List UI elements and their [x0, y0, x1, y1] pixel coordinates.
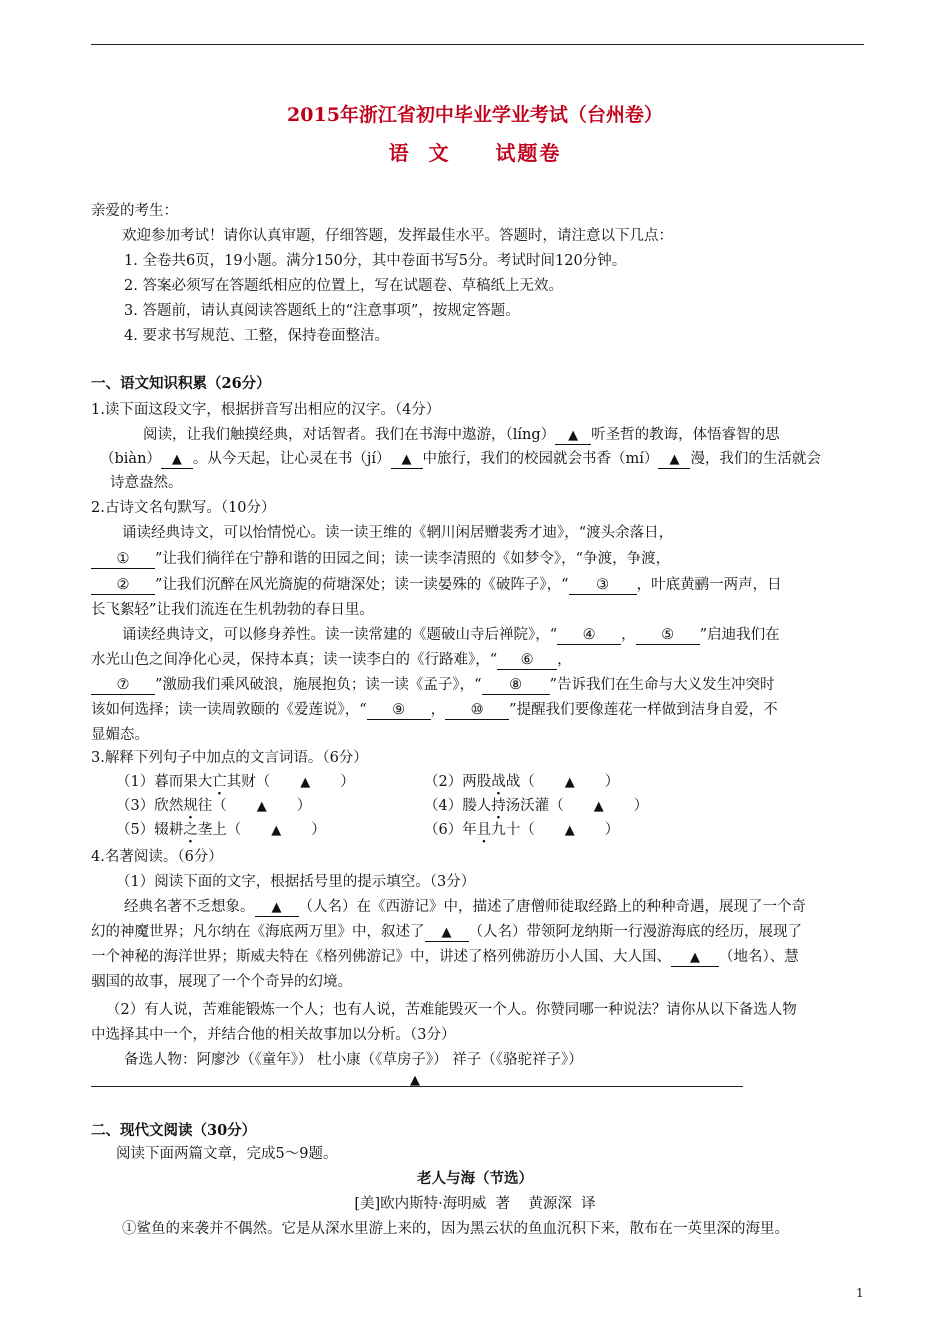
- q4-blank-2[interactable]: ▲: [425, 924, 469, 942]
- q3-answer-5[interactable]: ▲: [271, 823, 282, 838]
- q2-p2-line-4: 该如何选择；读一读周敦颐的《爱莲说》，“ ⑨ ， ⑩ ”提醒我们要像莲花一样做到洁身自爱，不: [91, 702, 778, 718]
- q2-p2-line-1: 诵读经典诗文，可以修身养性。读一读常建的《题破山寺后禅院》，“ ④ ， ⑤ ”启迪我们在: [122, 627, 780, 643]
- q3-answer-3[interactable]: ▲: [256, 799, 267, 814]
- q4-blank-3[interactable]: ▲: [671, 949, 719, 967]
- q1-blank-4[interactable]: ▲: [658, 451, 690, 469]
- q4-answer-marker[interactable]: ▲: [410, 1073, 420, 1088]
- q4-line-4: 骃国的故事，展现了一个个奇异的幻境。: [91, 974, 352, 990]
- q4-answer-line[interactable]: [91, 1086, 743, 1087]
- q2-p1-line-2: ① ”让我们徜徉在宁静和谐的田园之间；读一读李清照的《如梦令》，“争渡，争渡，: [91, 549, 670, 569]
- q1-blank-2[interactable]: ▲: [161, 451, 193, 469]
- q1-line-2: （biàn） ▲ 。从今天起，让心灵在书（jí） ▲ 中旅行，我们的校园就会书香（mí） ▲ 漫，我们的生活就会: [100, 451, 821, 467]
- q4-candidates: 备选人物：阿廖沙（《童年》） 杜小康（《草房子》） 祥子（《骆驼祥子》）: [124, 1052, 583, 1068]
- q3-item-3: （3）欣然规往（ ▲ ）: [116, 796, 311, 817]
- rule-2: 2. 答案必须写在答题纸相应的位置上，写在试题卷、草稿纸上无效。: [124, 278, 563, 294]
- q2-prompt: 2.古诗文名句默写。（10分）: [91, 500, 276, 516]
- section-1-heading: 一、语文知识积累（26分）: [91, 375, 271, 392]
- q2-blank-4[interactable]: ④: [557, 627, 621, 645]
- q2-blank-6[interactable]: ⑥: [497, 652, 557, 670]
- exam-title: 2015年浙江省初中毕业学业考试（台州卷）: [287, 104, 663, 126]
- q3-answer-2[interactable]: ▲: [564, 775, 575, 790]
- article-title: 老人与海（节选）: [417, 1170, 533, 1187]
- q2-p2-line-3: ⑦ ”激励我们乘风破浪，施展抱负；读一读《孟子》，“ ⑧ ”告诉我们在生命与大义发生冲突时: [91, 675, 775, 695]
- q4-line-3: 一个神秘的海洋世界；斯威夫特在《格列佛游记》中，讲述了格列佛游历小人国、大人国、 ▲ （地名）、慧: [91, 949, 799, 965]
- q4-sub2-line-1: （2）有人说，苦难能锻炼一个人；也有人说，苦难能毁灭一个人。你赞同哪一种说法？请你从以下备选人物: [106, 1002, 797, 1018]
- rule-3: 3. 答题前，请认真阅读答题纸上的“注意事项”，按规定答题。: [124, 303, 520, 319]
- article-first-line: ①鲨鱼的来袭并不偶然。它是从深水里游上来的，因为黑云状的鱼血沉积下来，散布在一英里深的海里。: [122, 1221, 789, 1237]
- q2-blank-5[interactable]: ⑤: [636, 627, 700, 645]
- q2-p2-line-5: 显媚态。: [91, 727, 149, 743]
- top-rule: [91, 44, 864, 45]
- q3-item-4: （4）媵人持汤沃灌（ ▲ ）: [424, 796, 648, 817]
- q1-line-1: 阅读，让我们触摸经典，对话智者。我们在书海中遨游，（líng） ▲ 听圣哲的教诲，体悟睿智的思: [143, 427, 780, 443]
- q4-prompt: 4.名著阅读。（6分）: [91, 849, 223, 865]
- q2-blank-1[interactable]: ①: [91, 551, 155, 569]
- welcome-text: 欢迎参加考试！请你认真审题，仔细答题，发挥最佳水平。答题时，请注意以下几点：: [122, 228, 673, 244]
- q1-blank-1[interactable]: ▲: [555, 427, 591, 445]
- q2-p1-line-3: ② ”让我们沉醉在风光旖旎的荷塘深处；读一读晏殊的《破阵子》，“ ③ ，叶底黄鹂一两声，日: [91, 575, 782, 595]
- q3-item-6: （6）年且九十（ ▲ ）: [424, 820, 619, 841]
- q2-p1-line-1: 诵读经典诗文，可以怡情悦心。读一读王维的《辋川闲居赠裴秀才迪》，“渡头余落日，: [122, 525, 674, 541]
- q1-prompt: 1.读下面这段文字，根据拼音写出相应的汉字。（4分）: [91, 402, 441, 418]
- q2-p2-line-2: 水光山色之间净化心灵，保持本真；读一读李白的《行路难》，“ ⑥ ，: [91, 652, 572, 668]
- q4-line-2: 幻的神魔世界；凡尔纳在《海底两万里》中，叙述了 ▲ （人名）带领阿龙纳斯一行漫游海底的经历，展现了: [91, 924, 802, 940]
- exam-subtitle: 语 文 试题卷: [388, 141, 562, 165]
- q4-sub2-line-2: 中选择其中一个，并结合他的相关故事加以分析。（3分）: [91, 1027, 456, 1043]
- q3-prompt: 3.解释下列句子中加点的文言词语。（6分）: [91, 750, 368, 766]
- q3-item-5: （5）辍耕之垄上（ ▲ ）: [116, 820, 326, 841]
- rule-4: 4. 要求书写规范、工整，保持卷面整洁。: [124, 328, 389, 344]
- q2-blank-2[interactable]: ②: [91, 577, 155, 595]
- q3-item-1: （1）暮而果大亡其财（ ▲ ）: [116, 772, 355, 793]
- q3-answer-4[interactable]: ▲: [593, 799, 604, 814]
- q1-blank-3[interactable]: ▲: [391, 451, 423, 469]
- q4-sub1-prompt: （1）阅读下面的文字，根据括号里的提示填空。（3分）: [116, 874, 476, 890]
- q4-blank-1[interactable]: ▲: [255, 899, 299, 917]
- q3-item-2: （2）两股战战（ ▲ ）: [424, 772, 619, 793]
- page-number: 1: [856, 1286, 864, 1300]
- section-2-heading: 二、现代文阅读（30分）: [91, 1122, 257, 1139]
- q1-line-3: 诗意盎然。: [110, 475, 183, 491]
- q3-answer-1[interactable]: ▲: [300, 775, 311, 790]
- q2-p1-line-4: 长飞絮轻”让我们流连在生机勃勃的春日里。: [91, 602, 374, 618]
- q2-blank-3[interactable]: ③: [569, 577, 637, 595]
- article-author: [美]欧内斯特·海明威 著 黄源深 译: [354, 1196, 596, 1212]
- q2-blank-8[interactable]: ⑧: [482, 677, 550, 695]
- q2-blank-10[interactable]: ⑩: [445, 702, 509, 720]
- q4-line-1: 经典名著不乏想象。 ▲ （人名）在《西游记》中，描述了唐僧师徒取经路上的种种奇遇，展现了一个奇: [124, 899, 806, 915]
- greeting: 亲爱的考生：: [91, 203, 178, 219]
- section-2-intro: 阅读下面两篇文章，完成5～9题。: [116, 1146, 338, 1162]
- q2-blank-9[interactable]: ⑨: [367, 702, 431, 720]
- q3-answer-6[interactable]: ▲: [564, 823, 575, 838]
- rule-1: 1. 全卷共6页，19小题。满分150分，其中卷面书写5分。考试时间120分钟。: [124, 253, 627, 269]
- q2-blank-7[interactable]: ⑦: [91, 677, 155, 695]
